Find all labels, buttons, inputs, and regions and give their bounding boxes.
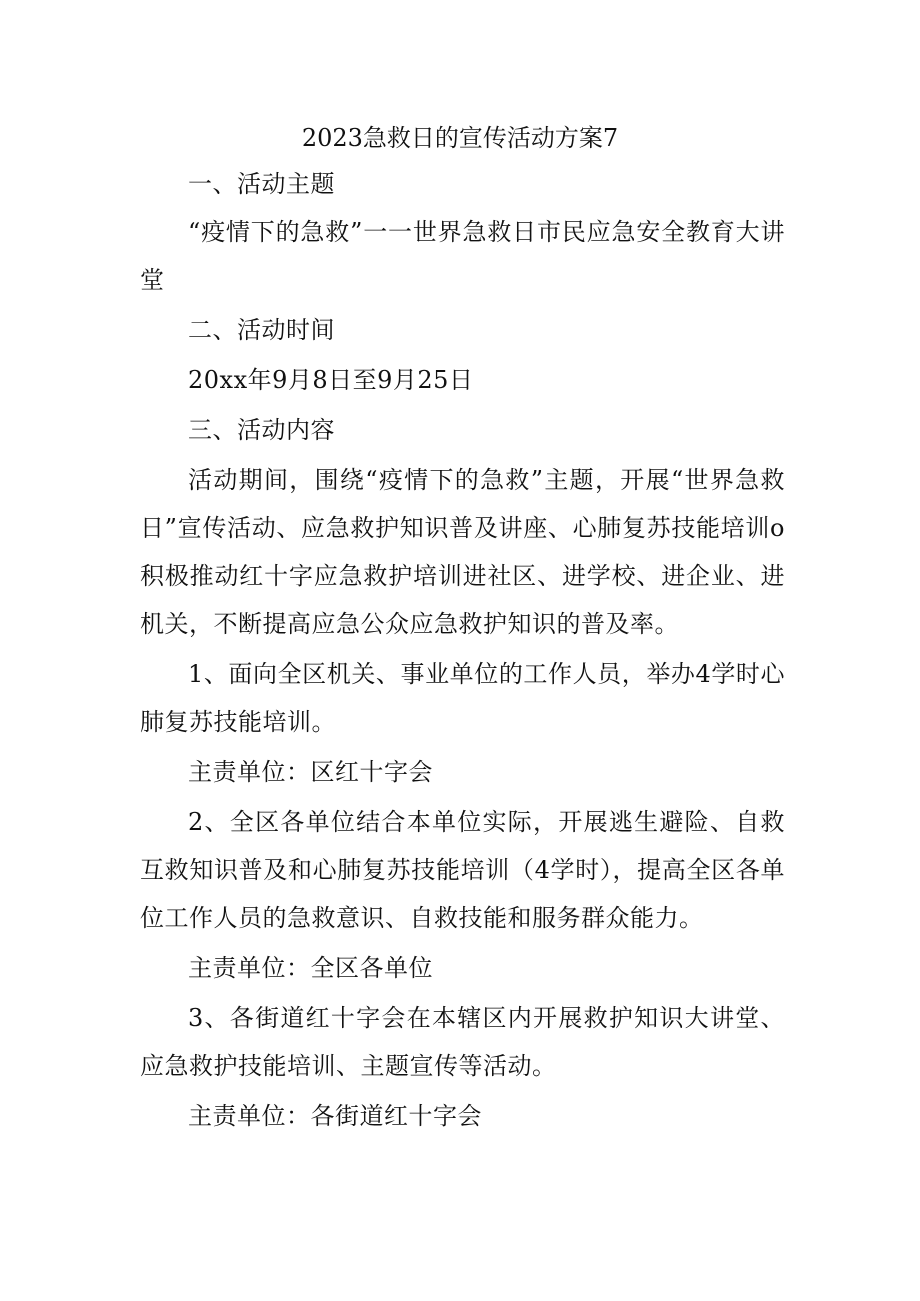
document-title: 2023急救日的宣传活动方案7 (301, 124, 619, 152)
content-item-1: 1、面向全区机关、事业单位的工作人员，举办4学时心肺复苏技能培训。 (140, 660, 785, 736)
section-heading-time: 二、活动时间 (188, 316, 335, 344)
content-intro-paragraph: 活动期间，围绕“疫情下的急救”主题，开展“世界急救日”宣传活动、应急救护知识普及讲座、心肺复苏技能培训o积极推动红十字应急救护培训进社区、进学校、进企业、进机关，不断提高应急公众应急救护知识的普及率。 (140, 466, 785, 638)
section-heading-content: 三、活动内容 (188, 416, 335, 444)
time-text: 20xx年9月8日至9月25日 (188, 366, 474, 394)
responsible-unit-2: 主责单位：全区各单位 (188, 954, 433, 982)
document-body (140, 160, 785, 1140)
section-heading-theme: 一、活动主题 (188, 170, 335, 198)
responsible-unit-1: 主责单位：区红十字会 (188, 758, 433, 786)
responsible-unit-3: 主责单位：各街道红十字会 (188, 1102, 482, 1130)
theme-text: “疫情下的急救”一一世界急救日市民应急安全教育大讲堂 (140, 218, 785, 294)
content-item-3: 3、各街道红十字会在本辖区内开展救护知识大讲堂、应急救护技能培训、主题宣传等活动。 (140, 1004, 785, 1080)
content-item-2: 2、全区各单位结合本单位实际，开展逃生避险、自救互救知识普及和心肺复苏技能培训（4学时），提高全区各单位工作人员的急救意识、自救技能和服务群众能力。 (140, 808, 785, 932)
